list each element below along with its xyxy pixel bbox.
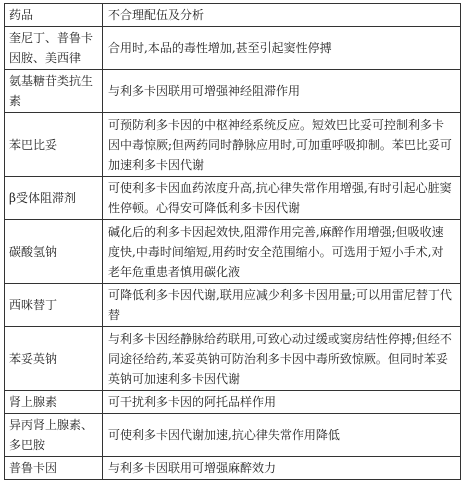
drug-interaction-table-wrapper bbox=[4, 3, 460, 480]
interaction-analysis: 可干扰利多卡因的阿托品样作用 bbox=[103, 391, 461, 414]
drug-name: 普鲁卡因 bbox=[5, 457, 103, 480]
table-row bbox=[5, 177, 461, 220]
interaction-analysis: 可使利多卡因代谢加速,抗心律失常作用降低 bbox=[103, 414, 461, 457]
table-row bbox=[5, 391, 461, 414]
table-row bbox=[5, 327, 461, 391]
table-row bbox=[5, 220, 461, 284]
interaction-analysis: 可降低利多卡因代谢,联用应减少利多卡因用量;可以用雷尼替丁代替 bbox=[103, 284, 461, 327]
header-drug: 药品 bbox=[5, 4, 103, 27]
drug-name: β受体阻滞剂 bbox=[5, 177, 103, 220]
interaction-analysis: 可使利多卡因血药浓度升高,抗心律失常作用增强,有时引起心脏窦性停顿。心得安可降低利多卡因代谢 bbox=[103, 177, 461, 220]
interaction-analysis: 合用时,本品的毒性增加,甚至引起窦性停搏 bbox=[103, 27, 461, 70]
drug-name: 奎尼丁、普鲁卡因胺、美西律 bbox=[5, 27, 103, 70]
drug-name: 异丙肾上腺素、多巴胺 bbox=[5, 414, 103, 457]
drug-name: 碳酸氢钠 bbox=[5, 220, 103, 284]
table-row bbox=[5, 70, 461, 113]
drug-name: 苯巴比妥 bbox=[5, 113, 103, 177]
drug-name: 西咪替丁 bbox=[5, 284, 103, 327]
interaction-analysis: 与利多卡因联用可增强麻醉效力 bbox=[103, 457, 461, 480]
drug-name: 苯妥英钠 bbox=[5, 327, 103, 391]
table-row bbox=[5, 414, 461, 457]
drug-name: 肾上腺素 bbox=[5, 391, 103, 414]
drug-interaction-table bbox=[4, 3, 461, 480]
drug-name: 氨基糖苷类抗生素 bbox=[5, 70, 103, 113]
table-row bbox=[5, 457, 461, 480]
header-analysis: 不合理配伍及分析 bbox=[103, 4, 461, 27]
table-row bbox=[5, 284, 461, 327]
interaction-analysis: 与利多卡因联用可增强神经阻滞作用 bbox=[103, 70, 461, 113]
interaction-analysis: 与利多卡因经静脉给药联用,可致心动过缓或窦房结性停搏;但经不同途径给药,苯妥英钠可防治利多卡因中毒所致惊厥。但同时苯妥英钠可加速利多卡因代谢 bbox=[103, 327, 461, 391]
interaction-analysis: 碱化后的利多卡因起效快,阻滞作用完善,麻醉作用增强;但吸收速度快,中毒时间缩短,用药时安全范围缩小。可选用于短小手术,对老年危重患者慎用碳化液 bbox=[103, 220, 461, 284]
interaction-analysis: 可预防利多卡因的中枢神经系统反应。短效巴比妥可控制利多卡因中毒惊厥;但两药同时静脉应用时,可加重呼吸抑制。苯巴比妥可加速利多卡因代谢 bbox=[103, 113, 461, 177]
table-row bbox=[5, 113, 461, 177]
table-header-row bbox=[5, 4, 461, 27]
table-row bbox=[5, 27, 461, 70]
